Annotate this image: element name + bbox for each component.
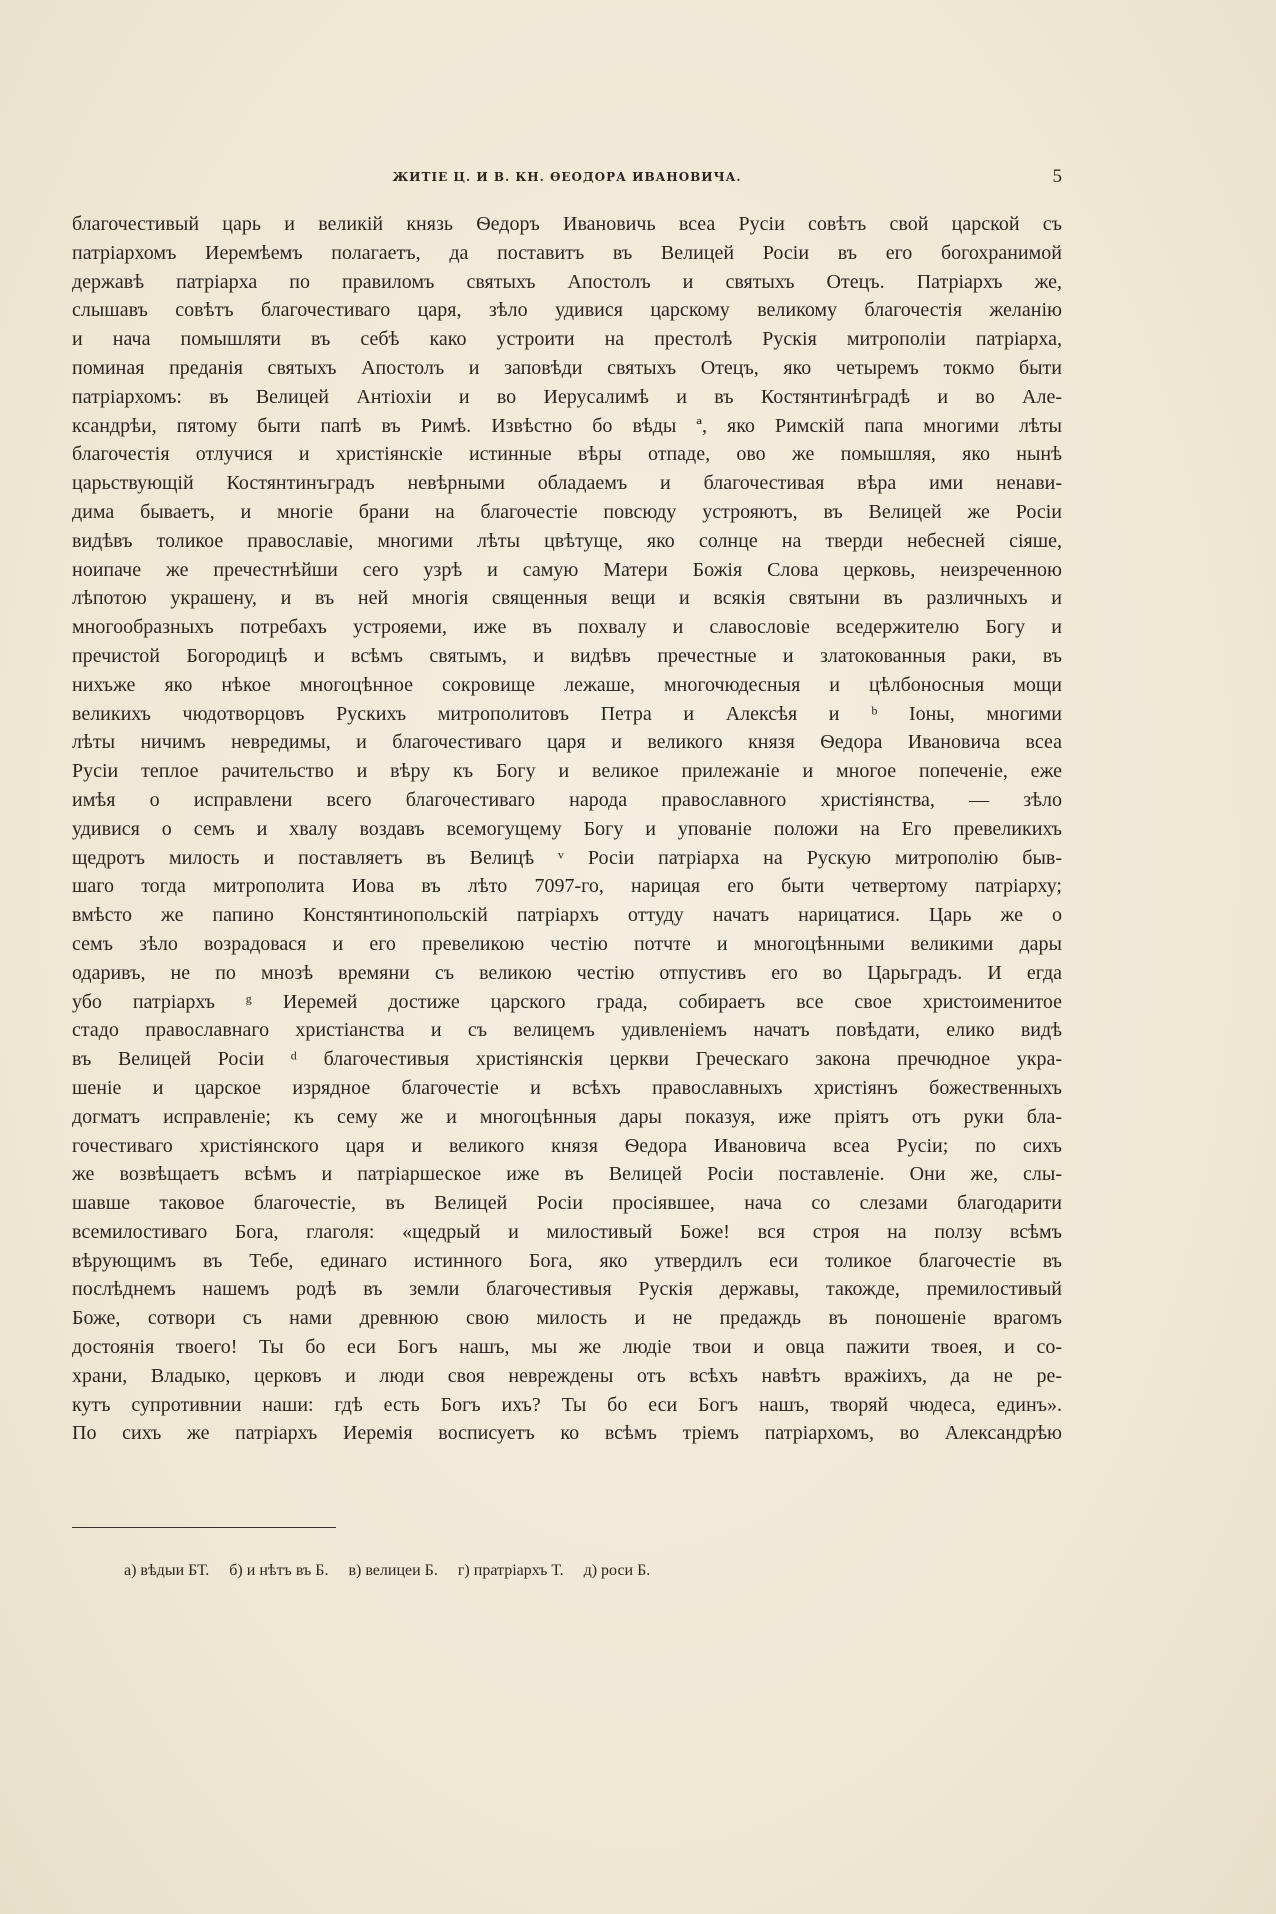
- text-line: великихъ чюдотворцовъ Рускихъ митрополитовъ Петра и Алексѣя и ᵇ Іоны, многими: [72, 702, 1062, 725]
- text-line: патріархомъ Иеремѣемъ полагаетъ, да поставитъ въ Велицей Росіи въ его богохранимой: [72, 241, 1062, 264]
- body-text: [72, 210, 1062, 1448]
- text-line: поминая преданія святыхъ Апостолъ и заповѣди святыхъ Отецъ, яко четыремъ токмо быти: [72, 356, 1062, 379]
- text-line: храни, Владыко, церковъ и люди своя невреждены отъ всѣхъ навѣтъ вражіихъ, да не ре-: [72, 1364, 1062, 1387]
- footnote-item: д) роси Б.: [583, 1562, 651, 1579]
- text-line: гочестиваго христіянского царя и великого князя Ѳедора Ивановича всеа Русіи; по сихъ: [72, 1134, 1062, 1157]
- text-line: Боже, сотвори съ нами древнюю свою милость и не предаждь въ поношеніе врагомъ: [72, 1307, 1062, 1330]
- text-line: кутъ супротивнии наши: гдѣ есть Богъ ихъ? Ты бо еси Богъ нашъ, творяй чюдеса, единъ».: [72, 1393, 1062, 1416]
- text-line: достоянія твоего! Ты бо еси Богъ нашъ, мы же людіе твои и овца пажити твоея, и со-: [72, 1336, 1062, 1359]
- text-line: благочестія отлучися и христіянскіе истинные вѣры отпаде, ово же помышляя, яко нынѣ: [72, 443, 1062, 466]
- text-line: слышавъ совѣтъ благочестиваго царя, зѣло удивися царскому великому благочестія желанію: [72, 299, 1062, 322]
- text-line: шаго тогда митрополита Иова въ лѣто 7097-го, нарицая его быти четвертому патріарху;: [72, 875, 1062, 898]
- text-line: имѣя о исправлени всего благочестиваго народа православного христіянства, — зѣло: [72, 788, 1062, 811]
- text-line: убо патріархъ ᵍ Иеремей достиже царского града, собираетъ все свое христоименитое: [72, 990, 1062, 1013]
- text-line: шавше таковое благочестіе, въ Велицей Росіи просіявшее, нача со слезами благодарити: [72, 1192, 1062, 1215]
- text-line: многообразныхъ потребахъ устрояеми, иже въ похвалу и славословіе вседержителю Богу и: [72, 616, 1062, 639]
- text-line: всемилостиваго Бога, глаголя: «щедрый и милостивый Боже! вся строя на ползу всѣмъ: [72, 1220, 1062, 1243]
- text-line: стадо православнаго христіанства и съ велицемъ удивленіемъ начатъ повѣдати, елико видѣ: [72, 1019, 1062, 1042]
- text-line: догматъ исправленіе; къ сему же и многоцѣнныя дары показуя, иже пріятъ отъ руки бла-: [72, 1105, 1062, 1128]
- running-head: [72, 166, 1062, 190]
- text-line: же возвѣщаетъ всѣмъ и патріаршеское иже въ Велицей Росіи поставленіе. Они же, слы-: [72, 1163, 1062, 1186]
- text-line: удивися о семъ и хвалу воздавъ всемогущему Богу и упованіе положи на Его превеликихъ: [72, 817, 1062, 840]
- text-line: нихъже яко нѣкое многоцѣнное сокровище лежаше, многочюдесныя и цѣлбоносныя мощи: [72, 673, 1062, 696]
- text-line: ксандрѣи, пятому быти папѣ въ Римѣ. Извѣстно бо вѣды ª, яко Римскій папа многими лѣты: [72, 414, 1062, 437]
- text-line: ноипаче же пречестнѣйши сего узрѣ и самую Матери Божія Слова церковь, неизреченною: [72, 558, 1062, 581]
- text-line: державѣ патріарха по правиломъ святыхъ Апостолъ и святыхъ Отецъ. Патріархъ же,: [72, 270, 1062, 293]
- text-line: вѣрующимъ въ Тебе, единаго истинного Бога, яко утвердилъ еси толикое благочестіе въ: [72, 1249, 1062, 1272]
- text-line: патріархомъ: въ Велицей Антіохіи и во Иерусалимѣ и въ Костянтинѣградѣ и во Але-: [72, 385, 1062, 408]
- text-line: царьствующій Костянтинъградъ невѣрными обладаемъ и благочестивая вѣра ими ненави-: [72, 472, 1062, 495]
- text-line: семъ зѣло возрадовася и его превеликою честію потчте и многоцѣнными великими дары: [72, 932, 1062, 955]
- footnote-item: а) вѣдыи БТ.: [124, 1562, 210, 1579]
- footnotes: [124, 1562, 1024, 1580]
- text-line: По сихъ же патріархъ Иеремія восписуетъ ко всѣмъ тріемъ патріархомъ, во Александрѣю: [72, 1422, 1062, 1445]
- text-line: вмѣсто же папино Констянтинопольскій патріархъ оттуду начатъ нарицатися. Царь же о: [72, 904, 1062, 927]
- text-line: послѣднемъ нашемъ родѣ въ земли благочестивыя Рускія державы, такожде, премилостивый: [72, 1278, 1062, 1301]
- page-number: 5: [1052, 166, 1062, 187]
- text-line: въ Велицей Росіи ᵈ благочестивыя христіянскія церкви Греческаго закона пречюдное укра-: [72, 1048, 1062, 1071]
- footnote-item: г) пратріархъ Т.: [457, 1562, 564, 1579]
- text-line: дима бываетъ, и многіе брани на благочестіе повсюду устрояютъ, въ Велицей же Росіи: [72, 500, 1062, 523]
- text-line: щедротъ милость и поставляетъ въ Велицѣ ᵛ Росіи патріарха на Рускую митрополію быв-: [72, 846, 1062, 869]
- text-line: пречистой Богородицѣ и всѣмъ святымъ, и видѣвъ пречестные и златокованныя раки, въ: [72, 644, 1062, 667]
- footnote-item: б) и нѣтъ въ Б.: [229, 1562, 329, 1579]
- text-line: одаривъ, не по мнозѣ времяни съ великою честію отпустивъ его во Царьградъ. И егда: [72, 961, 1062, 984]
- footnote-divider: [72, 1527, 336, 1528]
- text-line: шеніе и царское изрядное благочестіе и всѣхъ православныхъ христіянъ божественныхъ: [72, 1076, 1062, 1099]
- text-line: и нача помышляти въ себѣ како устроити на престолѣ Рускія митрополіи патріарха,: [72, 328, 1062, 351]
- text-line: благочестивый царь и великій князь Ѳедоръ Ивановичь всеа Русіи совѣтъ свой царской съ: [72, 213, 1062, 235]
- text-line: лѣпотою украшену, и въ ней многія священныя вещи и всякія святыни въ различныхъ и: [72, 587, 1062, 610]
- text-line: видѣвъ толикое православіе, многими лѣты цвѣтуще, яко солнце на тверди небесней сіяше,: [72, 529, 1062, 552]
- running-title: ЖИТІЕ Ц. И В. КН. ѲЕОДОРА ИВАНОВИЧА.: [392, 170, 742, 184]
- footnote-item: в) велицеи Б.: [348, 1562, 438, 1579]
- text-line: лѣты ничимъ невредимы, и благочестиваго царя и великого князя Ѳедора Ивановича всеа: [72, 731, 1062, 754]
- text-line: Русіи теплое рачительство и вѣру къ Богу и великое прилежаніе и многое попеченіе, еже: [72, 760, 1062, 783]
